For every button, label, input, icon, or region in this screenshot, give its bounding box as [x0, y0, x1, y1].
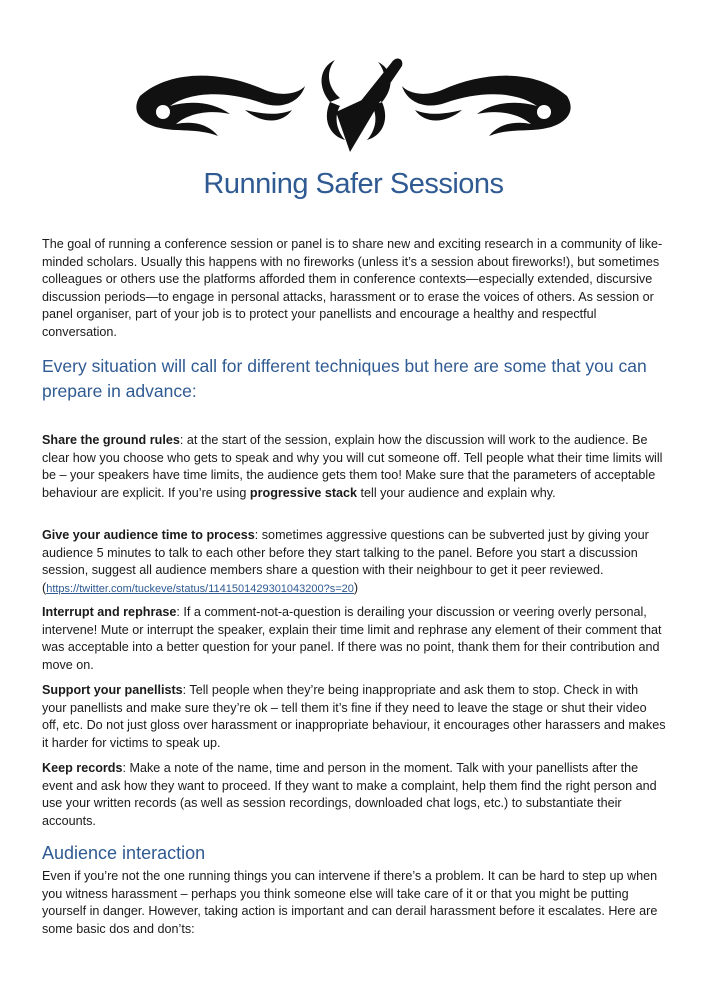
tip-label: Share the ground rules: [42, 433, 180, 447]
tip-label: Support your panellists: [42, 683, 183, 697]
tip-label: Give your audience time to process: [42, 528, 255, 542]
tip-keep-records: [42, 760, 666, 830]
intro-paragraph: The goal of running a conference session or panel is to share new and exciting research in a community of like-minded scholars. Usually this happens with no fireworks (unless it’s a session about fireworks!), but sometimes colleagues or others use the platforms afforded them in conference contexts—especially extended, discursive discussion periods—to engage in personal attacks, harassment or to erase the voices of others. As session or panel organiser, part of your job is to protect your panellists and encourage a healthy and respectful conversation.: [42, 237, 663, 339]
page-title: Running Safer Sessions: [203, 168, 504, 200]
tip-interrupt-rephrase: [42, 604, 666, 674]
twitter-link[interactable]: https://twitter.com/tuckeve/status/1141501429301043200?s=20: [46, 582, 354, 595]
tip-text: : Tell people when they’re being inappropriate and ask them to stop. Check in with your panellists and make sure they’re ok – tell them it’s fine if they need to leave the stage or shut their video off, etc. Do not just gloss over harassment or inappropriate behaviour, it encourages other harassers and makes it harder for victims to speak up.: [42, 683, 666, 750]
tip-audience-time: [42, 527, 666, 598]
tip-text: : at the start of the session, explain how the discussion will work to the audience. Be clear how you choose who gets to speak and why you will cut someone off. Tell people what their time limits will be – your speakers have time limits, the audience gets them too! Make sure that the parameters of acceptable behaviour are explicit. If you’re using: [42, 433, 663, 500]
trowel-ornament-icon: [0, 40, 707, 160]
tip-text-close: ): [353, 580, 359, 595]
tip-text: tell your audience and explain why.: [357, 485, 556, 500]
audience-interaction-heading: Audience interaction: [42, 843, 206, 863]
techniques-heading: Every situation will call for different techniques but here are some that you can prepare in advance:: [42, 356, 647, 401]
tip-text: : Make a note of the name, time and person in the moment. Talk with your panellists after the event and ask how they want to proceed. If they want to make a complaint, help them find the right person and use your written records (as well as session recordings, downloaded chat logs, etc.) to substantiate their accounts.: [42, 761, 657, 828]
tip-support-panellists: [42, 682, 666, 752]
progressive-stack-term: progressive stack: [249, 485, 358, 500]
tip-label: Interrupt and rephrase: [42, 605, 177, 619]
audience-interaction-paragraph: Even if you’re not the one running things you can intervene if there’s a problem. It can be hard to step up when you witness harassment – perhaps you think someone else will take care of it or that you might be putting yourself in danger. However, taking action is important and can derail harassment before it escalates. Here are some basic dos and don’ts:: [42, 869, 658, 936]
tip-label: Keep records: [42, 761, 123, 775]
tip-share-ground-rules: [42, 432, 666, 502]
tip-text: : sometimes aggressive questions can be subverted just by giving your audience 5 minutes to talk to each other before they start talking to the panel. Before you start a discussion session, suggest all audience members share a question with their neighbour to get it peer reviewed. (: [42, 528, 649, 595]
tip-text: : If a comment-not-a-question is derailing your discussion or veering overly personal, intervene! Mute or interrupt the speaker, explain their time limit and rephrase any element of their comment that was acceptable into a better question for your panel. If there was no point, thank them for their contribution and move on.: [42, 605, 662, 672]
